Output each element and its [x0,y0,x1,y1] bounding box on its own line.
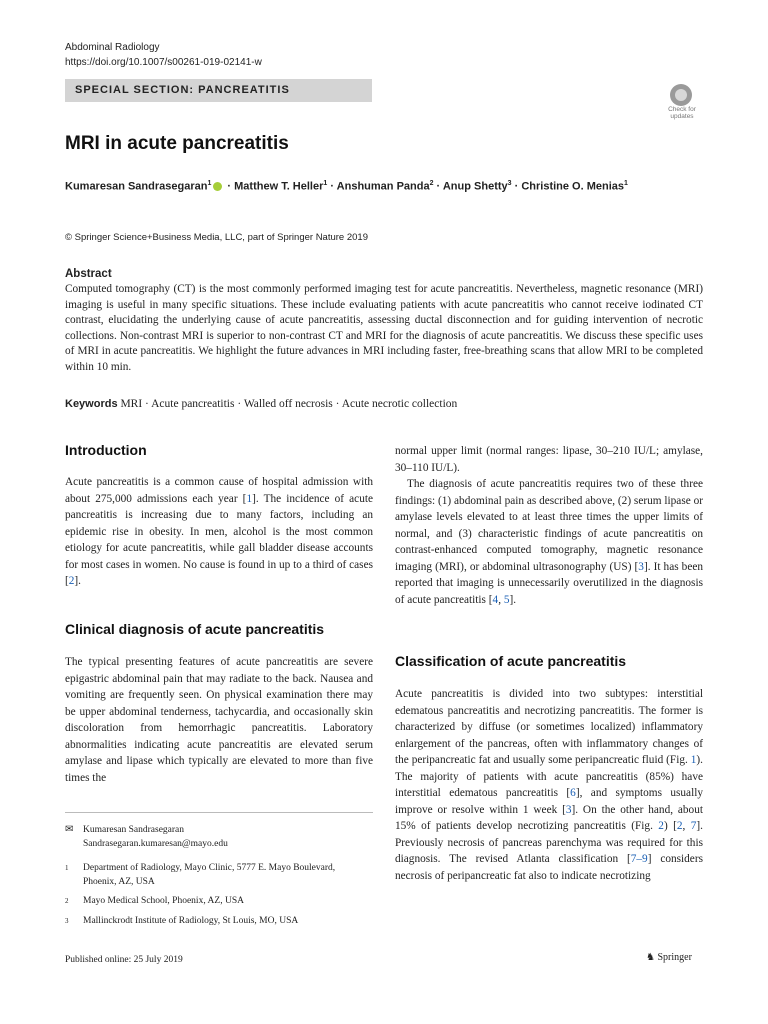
citation-link[interactable]: 7–9 [630,853,648,865]
introduction-heading: Introduction [65,442,147,458]
author-name[interactable]: Christine O. Menias [521,180,625,193]
abstract-heading: Abstract [65,268,112,280]
affiliation-2: 2 Mayo Medical School, Phoenix, AZ, USA [65,896,244,906]
journal-header [65,40,262,70]
citation-link[interactable]: 4 [492,593,499,606]
published-date: Published online: 25 July 2019 [65,955,183,965]
introduction-body: Acute pancreatitis is a common cause of hospital admission with about 275,000 admissions each year [1]. The incidence of acute pancreatitis is increasing due to many factors, including an epidemic rise in obesity. In men, alcohol is the most common etiology for acute pancreatitis, while gall bladder disease accounts for most cases in women. No cause is found in up to a third of cases [2]. [65,476,373,587]
citation-link[interactable]: 2 [68,575,75,587]
citation-link[interactable]: 1 [246,492,253,505]
orcid-icon[interactable] [213,182,222,191]
figure-link[interactable]: 1 [690,754,697,766]
classification-body: Acute pancreatitis is divided into two subtypes: interstitial edematous pancreatitis and necrotizing pancreatitis. The former is characterized by diffuse (or sometimes localized) inflammatory enlargement of the pancreas, often with inflammatory changes of the peripancreatic fat and usually some peripancreatic fluid (Fig. 1). The majority of patients with acute pancreatitis (85%) have interstitial edematous pancreatitis [6], and symptoms usually improve or resolve within 1 week [3]. On the other hand, about 15% of patients develop necrotizing pancreatitis (Fig. 2) [2, 7]. Previously necrosis of pancreas parenchyma was required for this diagnosis. The revised Atlanta classification [7–9] considers necrosis of peripancreatic fat also to indicate necrotizing [395,688,703,882]
footnote-divider [65,812,373,813]
citation-link[interactable]: 5 [503,593,510,606]
keywords-list: MRI · Acute pancreatitis · Walled off necrosis · Acute necrotic collection [120,398,458,410]
classification-heading: Classification of acute pancreatitis [395,653,627,669]
check-for-updates-badge[interactable]: Check for updates [662,84,702,124]
corresponding-name: Kumaresan Sandrasegaran [83,825,185,835]
citation-link[interactable]: 2 [676,820,683,832]
article-title: MRI in acute pancreatitis [65,133,289,154]
envelope-icon: ✉ [65,824,74,835]
doi-link[interactable]: https://doi.org/10.1007/s00261-019-02141-w [65,57,262,68]
author-name[interactable]: Anshuman Panda [336,180,430,193]
figure-link[interactable]: 2 [658,820,664,832]
author-name[interactable]: Kumaresan Sandrasegaran [65,180,208,193]
copyright-notice: © Springer Science+Business Media, LLC, part of Springer Nature 2019 [65,232,368,243]
abstract-text: Computed tomography (CT) is the most commonly performed imaging test for acute pancreatitis. Nevertheless, magnetic resonance (MRI) imaging is useful in many specific situations. These include evaluating patients with acute pancreatitis who cannot receive iodinated CT contrast, elucidating the underlying cause of acute pancreatitis, assessing ductal disconnection and for guiding intervention of necrotic collections. Non-contrast MRI is superior to non-contrast CT and MRI for the diagnosis of acute pancreatitis. We discuss these specific uses of MRI in acute pancreatitis. We highlight the future advances in MRI including faster, free-breathing scans that allow MRI to be completed within 10 min. [65,283,703,373]
author-list: Kumaresan Sandrasegaran$^1$ · Matthew T. Heller$^1$ · Anshuman Panda$^2$ · Anup Shetty$^3$ · Christine O. Menias$^1$ [65,180,628,193]
author-name[interactable]: Anup Shetty [442,180,508,193]
clinical-diagnosis-body-continued: normal upper limit (normal ranges: lipase, 30–210 IU/L; amylase, 30–110 IU/L). The diagnosis of acute pancreatitis requires two of these three findings: (1) abdominal pain as described above, (2) serum lipase or amylase levels elevated to at least three times the upper limits of normal, and (3) characteristic findings of acute pancreatitis on contrast-enhanced computed tomography, magnetic resonance imaging (MRI), or abdominal ultrasonography (US) [3]. It has been reported that imaging is unnecessarily overutilized in the diagnosis of acute pancreatitis [4, 5]. [395,445,703,606]
author-name[interactable]: Matthew T. Heller [234,180,324,193]
citation-link[interactable]: 3 [565,803,572,816]
clinical-diagnosis-body: The typical presenting features of acute pancreatitis are severe epigastric abdominal pain that may radiate to the back. Nausea and vomiting are frequently seen. On physical examination there may be upper abdominal tenderness, tachycardia, and occasionally skin discoloration from hemorrhagic pancreatitis. Laboratory abnormalities indicating acute pancreatitis are elevated serum amylase and lipase which typically are elevated to more than five times the [65,656,373,784]
affiliation-1: 1 Department of Radiology, Mayo Clinic, 5777 E. Mayo Boulevard, Phoenix, AZ, USA [65,863,336,887]
springer-horse-icon: ♞ [646,952,655,963]
corresponding-author [65,823,373,851]
affiliation-3: 3 Mallinckrodt Institute of Radiology, St Louis, MO, USA [65,916,299,926]
check-updates-icon [670,84,692,106]
publisher-name: Springer [657,952,692,963]
corresponding-email[interactable]: Sandrasegaran.kumaresan@mayo.edu [83,839,228,849]
section-banner: SPECIAL SECTION: PANCREATITIS [65,79,372,102]
citation-link[interactable]: 6 [570,787,576,799]
clinical-diagnosis-heading: Clinical diagnosis of acute pancreatitis [65,621,325,637]
keywords-label: Keywords [65,398,118,410]
publisher-logo [646,952,692,963]
keywords [65,398,457,410]
journal-name: Abdominal Radiology [65,42,160,53]
citation-link[interactable]: 3 [638,560,644,573]
citation-link[interactable]: 7 [690,820,697,832]
